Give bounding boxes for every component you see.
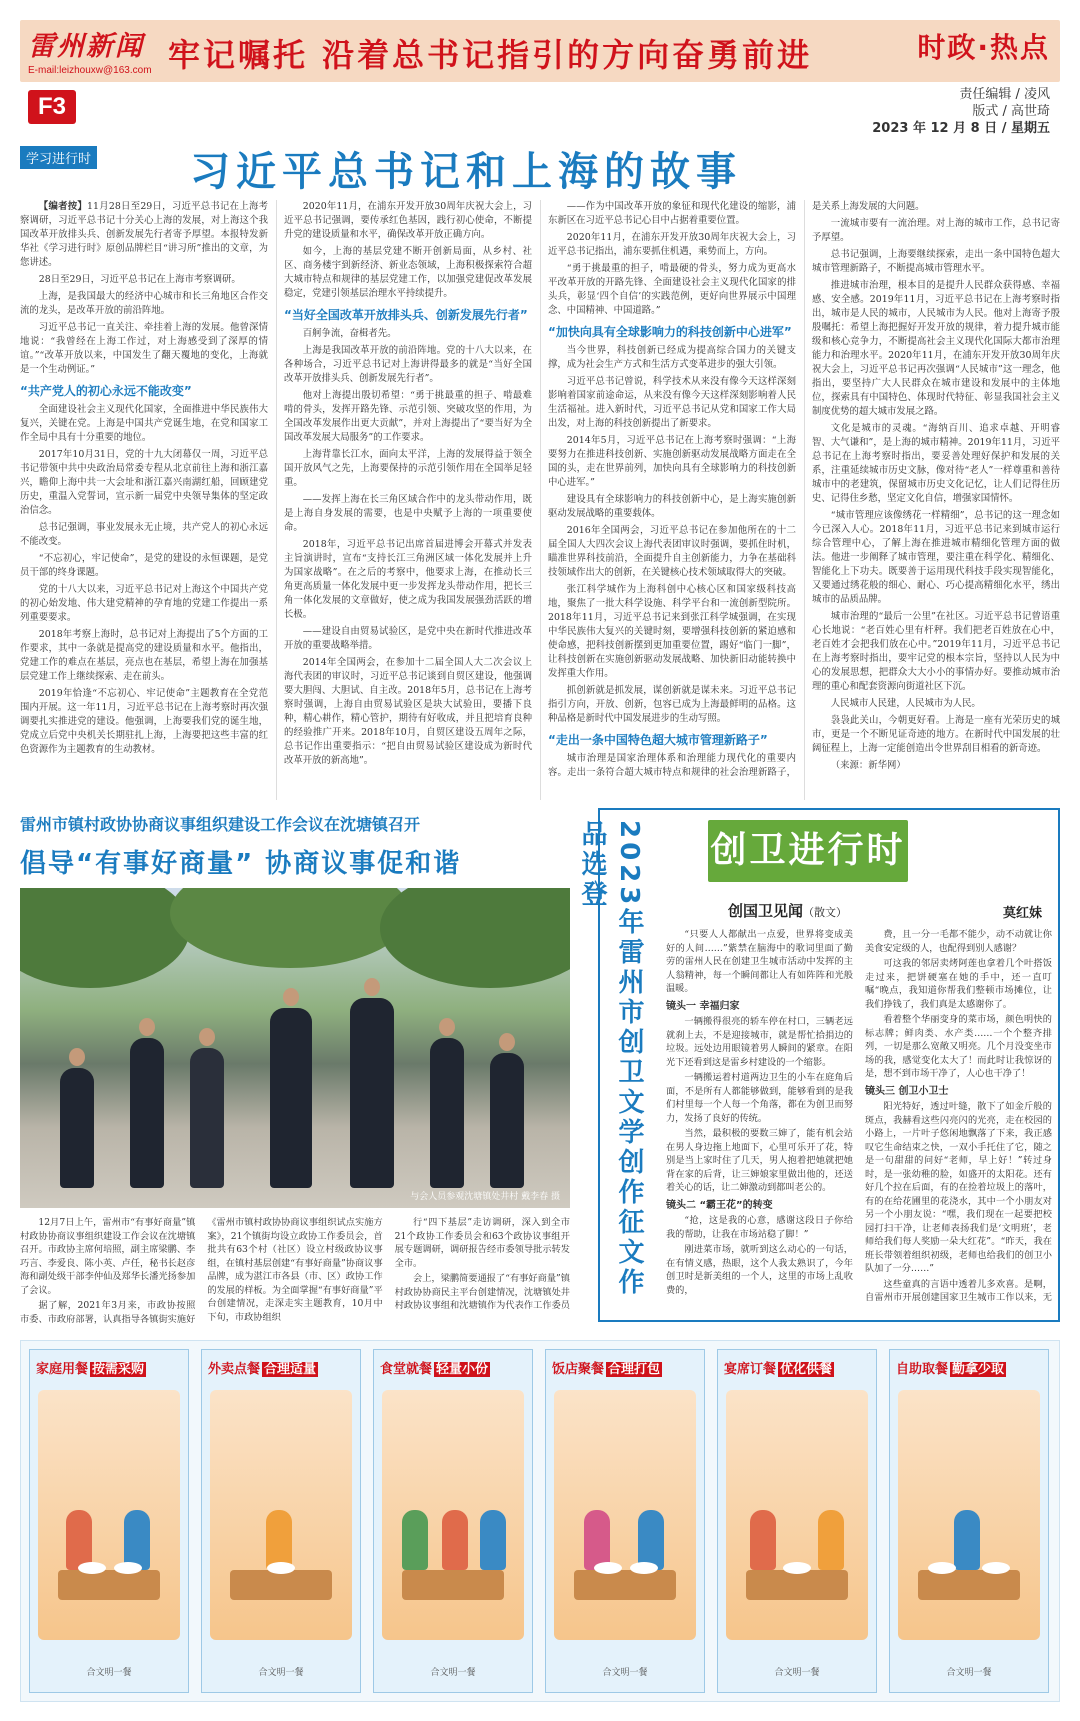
paragraph: 城市治理是国家治理体系和治理能力现代化的重要内容。走出一条符合超大城市特点和规律的社会治理新路子，是关系上海发展的大问题。 [548,201,925,778]
article-source: （来源：新华网） [830,760,906,771]
subheading: “当好全国改革开放排头兵、创新发展先行者” [284,308,528,322]
article-kicker: 雷州市镇村政协协商议事组织建设工作会议在沈塘镇召开 [20,815,421,834]
paragraph: 抓创新就是抓发展，谋创新就是谋未来。习近平总书记指引方向，开放、创新，包容已成为上海最鲜明的品格。这种品格是新时代中国发展进步的生动写照。 [548,685,796,724]
paragraph: 28日至29日，习近平总书记在上海市考察调研。 [38,274,241,285]
paragraph: 城市治理的“最后一公里”在社区。习近平总书记曾语重心长地说：“老百姓心里有杆秤。我们把老百姓放在心中，老百姓才会把我们放在心中。”2019年11月，习近平总书记在上海考察时指出，要牢记党的根本宗旨，坚持以人民为中心的发展思想，把群众大大小小的事情办好。要推动城市治理的重心和配套资源向街道社区下沉。 [812,611,1060,692]
poster-illustration [382,1390,524,1640]
paragraph: 总书记强调，上海要继续探索，走出一条中国特色超大城市管理新路子，不断提高城市管理水平。 [812,249,1060,274]
paragraph: 总书记强调，事业发展永无止境，共产党人的初心永远不能改变。 [20,522,268,547]
paragraph: “抢，这是我的心意，感谢这段日子你给我的帮助，让我在市场站稳了脚！” [666,1215,853,1240]
poster-illustration [38,1390,180,1640]
paragraph: 习近平总书记一直关注、牵挂着上海的发展。他曾深情地说：“我曾经在上海工作过，对上海感受到了深厚的情谊。”“改革开放以来，中国发生了翻天覆地的变化，上海就是一个生动例证。” [20,322,268,375]
table-shape [746,1570,848,1600]
person-head [283,988,299,1006]
essay-body [666,928,1052,1316]
paragraph: 2020年11月，在浦东开发开放30周年庆祝大会上，习近平总书记指出，浦东要抓住机遇，乘势而上，方向。 [548,232,796,257]
paragraph: 可这我的邻居卖烤阿莲也拿着几个叶搭饭走过来，把饼硬塞在她的手中，还一直叮嘱“晚点，我知道你帮我们整顿市场摊位，让我们挣钱了，我们真是太感谢你了。 [865,958,1052,1010]
dish-shape [982,1562,1010,1574]
person-figure [490,1053,524,1188]
essay-column-title: 2023年雷州市创卫文学创作征文作品选登 [577,820,644,1299]
person-figure [190,1048,224,1188]
paragraph: “只要人人都献出一点爱，世界将变成美好的人间……”紫禁在脑海中的歌词里面了勤劳的雷州人民在创建卫生城市活动中发挥的主人翁精神，每一个瞬间都让人有如阵阵和光般温暖。 [666,929,853,994]
figure-shape [954,1510,980,1570]
essay-banner: 创卫进行时 [708,820,908,882]
paragraph: ——建设自由贸易试验区，是党中央在新时代推进改革开放的重要战略举措。 [284,626,532,651]
figure-shape [584,1510,610,1570]
paragraph: 全面建设社会主义现代化国家，全面推进中华民族伟大复兴，关键在党。上海是中国共产党诞生地，在党和国家工作全局中具有十分重要的地位。 [20,404,268,443]
paragraph: 2016年全国两会，习近平总书记在参加他所在的十二届全国人大四次会议上海代表团审议时强调，要抓住时机，瞄准世界科技前沿，全面提升自主创新能力，力争在基础科技领域作出大的创新，在关键核心技术领域取得大的突破。 [548,525,796,578]
subheading: “共产党人的初心永远不能改变” [20,384,192,398]
paragraph: 据了解，2021年3月来，市政协按照市委、市政府部署，认真指导各镇街实施好《雷州市镇村政协协商议事组织试点实施方案》，21个镇街均设立政协工作委员会，首批共有63个村（社区）设立村级政协议事组，在镇村基层创建“有事好商量”协商议事品牌，成为湛江市各县（市、区）政协工作的发展的样板。为全面掌握“有事好商量”平台创建情况，走深走实主题教育，10月中下旬，市政协组织 [20,1217,383,1325]
paragraph: 袅袅此关山，今朝更好看。上海是一座有光荣历史的城市，更是一个不断见证奇迹的地方。在新时代中国发展的壮阔征程上，上海一定能创造出令世界刮目相看的新奇迹。 [812,715,1060,754]
paragraph: 2019年恰逢“不忘初心、牢记使命”主题教育在全党范围内开展。这一年11月，习近平总书记在上海考察时再次强调要扎实推进党的建设。他强调，上海要我们党的诞生地，党成立后党中央机关长期驻扎上海，上海要把这些丰富的红色资源作为主题教育的生动教材。 [20,688,268,755]
figure-shape [442,1510,468,1570]
paragraph: 文化是城市的灵魂。“海纳百川、追求卓越、开明睿智、大气谦和”，是上海的城市精神。2019年11月，习近平总书记在上海考察时指出，要妥善处理好保护和发展的关系，注重延续城市历史文脉，像对待“老人”一样尊重和善待城市中的老建筑，保留城市历史文化记忆，让人们记得住历史、记得住乡愁，坚定文化自信，增强家国情怀。 [812,423,1060,504]
dish-shape [630,1562,658,1574]
table-shape [918,1570,1020,1600]
paragraph: 12月7日上午，雷州市“有事好商量”镇村政协协商议事组织建设工作会议在沈塘镇召开。市政协主席何培照，副主席梁鹏、李巧言、李爱良、陈小英、卢任，秘书长赵彦海和副处级干部李仲仙及郑华长潘光扬参加了会议。 [20,1217,196,1296]
person-figure [350,998,394,1188]
paragraph: 习近平总书记曾说，科学技术从来没有像今天这样深刻影响着国家前途命运，从来没有像今天这样深刻影响着人民生活福祉。进入新时代，习近平总书记从党和国家工作大局出发，对上海的科技创新提出了新要求。 [548,376,796,429]
poster-footer: 合文明一餐 [430,1668,476,1678]
table-shape [58,1570,160,1600]
article-title: 倡导“有事好商量” 协商议事促和谐 [20,849,462,879]
dish-shape [594,1562,622,1574]
paragraph: 2014年5月，习近平总书记在上海考察时强调：“上海要努力在推进科技创新、实施创新驱动发展战略方面走在全国的头，走在世界前列，加快向具有全球影响力的科技创新中心进军。” [548,435,796,488]
dish-shape [114,1562,142,1574]
paragraph: 刚进菜市场，就听到这么动心的一句话，在有情义感，热眼，这个人我太熟识了，今年创卫时是新美组的一个人，这里的市场上乱收费的， [666,1244,853,1296]
news-photo [20,888,570,1208]
paragraph: 这些童真的言语中透着儿多欢喜。是啊，自雷州市开展创建国家卫生城市工作以来，无 [865,1278,1052,1303]
main-article-body [20,200,1060,800]
tree-shape [170,888,410,968]
poster-footer: 合文明一餐 [774,1668,820,1678]
civilized-dining-posters [20,1340,1060,1702]
paragraph: ——作为中国改革开放的象征和现代化建设的缩影，浦东新区在习近平总书记心目中占据着重要位置。 [548,201,796,226]
paragraph: 2018年考察上海时，总书记对上海提出了5个方面的工作要求，其中一条就是提高党的建设质量和水平。他指出，党建工作的难点在基层，亮点也在基层，希望上海在加强基层党建工作上继续探索、走在前头。 [20,629,268,682]
figure-shape [266,1510,292,1570]
poster-illustration [554,1390,696,1640]
paragraph: 当今世界，科技创新已经成为提高综合国力的关键支撑，成为社会生产方式和生活方式变革进步的强大引领。 [548,345,796,370]
figure-shape [638,1510,664,1570]
poster-footer: 合文明一餐 [602,1668,648,1678]
paragraph: 上海，是我国最大的经济中心城市和长三角地区合作交流的龙头，是改革开放的前沿阵地。 [20,291,268,316]
paragraph: 建设具有全球影响力的科技创新中心，是上海实施创新驱动发展战略的重要载体。 [548,494,796,519]
masthead-logo: 雷州新闻 [28,31,144,62]
table-shape [574,1570,676,1600]
editor-note: 【编者按】11月28日至29日，习近平总书记在上海考察调研，习近平总书记十分关心上海的发展，对上海这个我国改革开放排头兵、创新发展先行者寄予厚望。本报特发新华社《学习进行时》原创品牌栏目“讲习所”推出的文章，为您讲述。 [20,201,268,268]
page-header [20,20,1060,136]
paragraph: 行“四下基层”走访调研，深入到全市21个政协工作委员会和63个政协议事组开展专题调研，调研报告经市委领导批示转发全市。 [394,1217,570,1269]
paragraph: 看着整个华丽变身的菜市场，颜色明快的标志牌；鲜肉类、水产类……一个个整齐排列，一切是那么宽敞又明亮。几个月没变坐市场的我，感觉变化太大了！而此时让我惊讶的是，想不到市场干净了，人心也干净了！ [865,1014,1052,1079]
paragraph: 2017年10月31日，党的十九大闭幕仅一周，习近平总书记带领中共中央政治局常委专程从北京前往上海和浙江嘉兴，瞻仰上海中共一大会址和浙江嘉兴南湖红船，回顾建党历史，重温入党誓词，宣示新一届党中央领导集体的坚定政治信念。 [20,449,268,516]
paragraph: 一辆搬得很亮的轿车停在村口，三辆老远就刹上去，不是迎接城市，就是帮忙拾捐边的垃圾。远处边用眼镜着男人瞬间的紧章。在阳光下还看到这是雷乡村建设的一个缩影。 [666,1016,853,1068]
paragraph: “不忘初心，牢记使命”，是党的建设的永恒课题，是党员干部的终身课题。 [20,553,268,578]
table-shape [230,1570,332,1600]
person-figure [130,1038,164,1188]
poster-title: 食堂就餐 轻量小份 [380,1362,489,1377]
subheading: “加快向具有全球影响力的科技创新中心进军” [548,325,792,339]
essay-box [577,808,1060,1322]
figure-shape [750,1510,776,1570]
essay-author: 莫红妹 [1002,906,1042,921]
essay-genre: （散文） [803,906,848,919]
paragraph: 2020年11月，在浦东开发开放30周年庆祝大会上，习近平总书记强调，要传承红色基因，践行初心使命，不断提升党的建设质量和水平，确保改革开放正确方向。 [284,201,532,240]
figure-shape [402,1510,428,1570]
paragraph: 百舸争流，奋楫者先。 [302,328,397,339]
scene-heading: 镜头二 “霸王花”的转变 [666,1199,773,1211]
scene-heading: 镜头三 创卫小卫士 [865,1085,949,1097]
issue-date: 2023 年 12 月 8 日 / 星期五 [872,121,1050,136]
person-head [364,978,380,996]
banner-headline: 牢记嘱托 沿着总书记指引的方向奋勇前进 [168,36,813,74]
poster-card [717,1349,877,1693]
layout-editor: 版式 / 高世琦 [972,104,1050,119]
masthead-email: E-mail:leizhouxw@163.com [28,65,152,76]
figure-shape [66,1510,92,1570]
paragraph: 如今，上海的基层党建不断开创新局面，从乡村、社区、商务楼宇到新经济、新业态领域，上海积极探索符合超大城市特点和规律的基层党建工作，以加强党建促改革发展稳定，党建引领基层治理水平持续提升。 [284,246,532,299]
paragraph: 人民城市人民建，人民城市为人民。 [830,698,981,709]
paragraph: “勇于挑最重的担子，啃最硬的骨头，努力成为更高水平改革开放的开路先锋、全面建设社会主义现代化国家的排头兵，彰显‘四个自信’的实践范例，更好向世界展示中国理念、中国精神、中国道路。” [548,263,796,316]
paragraph: 推进城市治理，根本目的是提升人民群众获得感、幸福感、安全感。2019年11月，习近平总书记在上海考察时指出，城市是人民的城市，人民城市为人民。他对上海寄予殷殷嘱托：希望上海把握好开发开放的规律，着力提升城市能级和核心竞争力，不断提高社会主义现代化国际大都市治理能力和治理水平。2020年11月，在浦东开发开放30周年庆祝大会上，习近平总书记再次强调“人民城市”这一理念，他指出，要坚持广大人民群众在城市建设和发展中的主体地位，探索具有中国特色、体现时代特征、彰显我国社会主义制度优势的超大城市发展之路。 [812,280,1060,417]
dish-shape [78,1562,106,1574]
figure-shape [480,1510,506,1570]
poster-title: 家庭用餐 按需采购 [36,1362,145,1377]
paragraph: ——发挥上海在长三角区域合作中的龙头带动作用，既是上海自身发展的需要，也是中央赋予上海的一项重要使命。 [284,494,532,533]
column-tag: 学习进行时 [20,146,97,169]
paragraph: 2014年全国两会，在参加十二届全国人大二次会议上海代表团的审议时，习近平总书记谈到自贸区建设，他强调要大胆闯、大胆试、自主改。2018年5月，总书记在上海考察时强调，上海自由贸易试验区是块大试验田，要播下良种，精心耕作，精心管护，期待有好收成，并且把培育良种的经验推广开来。2018年10月，自贸区建设五周年之际，总书记作出重要指示：“把自由贸易试验区建设成为新时代改革开放的新高地”。 [284,657,532,766]
poster-card [889,1349,1049,1693]
page-number: F3 [28,90,76,124]
poster-illustration [726,1390,868,1640]
person-figure [270,1008,312,1188]
poster-card [373,1349,533,1693]
photo-caption: 与会人员参观沈塘镇处井村 戴李春 摄 [410,1192,560,1202]
paragraph: 2018年，习近平总书记出席首届进博会开幕式并发表主旨演讲时，宣布“支持长江三角洲区域一体化发展并上升为国家战略”。在之后的考察中，他要求上海，在推动长三角更高质量一体化发展中更一步发挥龙头带动作用，把长三角一体化发展的文章做好，使之成为我国发展强劲活跃的增长极。 [284,539,532,620]
essay-title: 创国卫见闻（散文） [728,902,848,920]
figure-shape [818,1510,844,1570]
editor-note-label: 【编者按】 [38,201,88,212]
poster-footer: 合文明一餐 [86,1668,132,1678]
paragraph: 上海背靠长江水，面向太平洋，上海的发展得益于领全国开放风气之先，上海要保持的示范引领作用在全国举足轻重。 [284,449,532,488]
paragraph: 会上，梁鹏简要通报了“有事好商量”镇村政协协商民主平台创建情况，沈塘镇处井村政协议事组和沈塘镇作为代表作工作委员 [394,1273,570,1311]
paragraph: 一流城市要有一流治理。对上海的城市工作，总书记寄予厚望。 [812,218,1060,243]
cppcc-article [20,812,590,1325]
dish-shape [783,1562,811,1574]
editor-credits [872,86,1050,137]
paragraph: 党的十八大以来，习近平总书记对上海这个中国共产党的初心始发地、伟大建党精神的孕育地的党建工作提出一系列重要要求。 [20,584,268,623]
paragraph: 他对上海提出殷切希望：“勇于挑最重的担子、啃最难啃的骨头，发挥开路先锋、示范引领、突破攻坚的作用，为全国改革发展作出更大贡献”，并对上海提出了“要当好为全国改革发展大局服务”的工作要求。 [284,390,532,443]
paragraph: 阳光特好，透过叶缝，散下了如金斤般的斑点，我赫看这些闪亮闪的光亮，走在校园的小路上，一片叶子悠闲地飘落了下来，我正感叹它生命结束之快，一双小手托住了它，随之是一句甜甜的问好“老师，早上好！”转过身时，是一张幼稚的脸，如盛开的太阳花。还有好几个拉在后面，有的在捡着垃圾上的落叶，有的在给花圃里的花浇水，其中一个小朋友对另一个小朋友说：“嘿，我们现在一起要把校园打扫干净，让老师表扬我们是‘文明班’，老师给我们每人奖励一朵大红花”。“昨天，我在班长带领着组织初级，老师也给我们的创卫小队加了一分……” [865,1101,1052,1274]
section-label: 时政·热点 [917,31,1050,64]
person-head [199,1028,215,1046]
poster-title: 自助取餐 勤拿少取 [896,1362,1005,1377]
tree-shape [20,888,190,988]
subheading: “走出一条中国特色超大城市管理新路子” [548,733,768,747]
article-body [20,1216,570,1336]
poster-illustration [898,1390,1040,1640]
person-head [139,1018,155,1036]
scene-heading: 镜头一 幸福归家 [666,1000,740,1012]
dish-shape [928,1562,956,1574]
main-article-title: 习近平总书记和上海的故事 [190,149,742,195]
paragraph: 张江科学城作为上海科创中心核心区和国家级科技高地，聚焦了一批大科学设施、科学平台和一流创新型院所。2018年11月，习近平总书记来到张江科学城强调，在实现中华民族伟大复兴的关键时刻，要增强科技创新的紧迫感和使命感，把科技创新摆到更加重要位置，踢好“临门一脚”，让科技创新在实施创新驱动发展战略、加快新旧动能转换中发挥重大作用。 [548,584,796,679]
paragraph: “城市管理应该像绣花一样精细”，总书记的这一理念如今已深入人心。2018年11月，习近平总书记来到城市运行综合管理中心，了解上海在推进城市精细化管理方面的做法。他进一步阐释了城市管理，要注重在科学化、精细化、智能化上下功夫。既要善于运用现代科技手段实现智能化，又要通过绣花般的细心、耐心、巧心提高精细化水平，绣出城市的品质品牌。 [812,510,1060,605]
person-head [69,1048,85,1066]
poster-title: 宴席订餐 优化供餐 [724,1362,833,1377]
person-figure [430,1038,464,1188]
masthead [28,24,158,78]
poster-footer: 合文明一餐 [258,1668,304,1678]
chief-editor: 责任编辑 / 凌风 [959,87,1050,102]
person-head [499,1033,515,1051]
poster-title: 饭店聚餐 合理打包 [552,1362,661,1377]
person-head [439,1018,455,1036]
paragraph: 费，且一分一毛都不能少，动不动就让你美食安定级的人，也配得到别人感谢？ [865,929,1052,954]
poster-footer: 合文明一餐 [946,1668,992,1678]
poster-title: 外卖点餐 合理适量 [208,1362,317,1377]
paragraph: 当然，最积极的要数三婶了，能有机会站在男人身边拖上地面下，心里可乐开了花，特别是当上家时住了几天，男人抱着把她就把她背在家的后背，让三婶娘家里做出他的，还送着关心的话，让二婶激动到都叫老公的。 [666,1128,853,1193]
poster-card [201,1349,361,1693]
table-shape [402,1570,504,1600]
poster-illustration [210,1390,352,1640]
poster-card [545,1349,705,1693]
person-figure [60,1068,94,1188]
figure-shape [124,1510,150,1570]
poster-card [29,1349,189,1693]
paragraph: 一辆搬运着村道两边卫生的小车在庭角后面，不是所有人都能够做到，能够看到的是我们村里每一个人每一个角落，都在为创卫而努力，发扬了良好的传统。 [666,1072,853,1124]
tree-shape [380,888,570,988]
paragraph: 上海是我国改革开放的前沿阵地。党的十八大以来，在各种场合，习近平总书记对上海讲得最多的就是“当好全国改革开放排头兵、创新发展先行者”。 [284,345,532,384]
dish-shape [267,1562,295,1574]
